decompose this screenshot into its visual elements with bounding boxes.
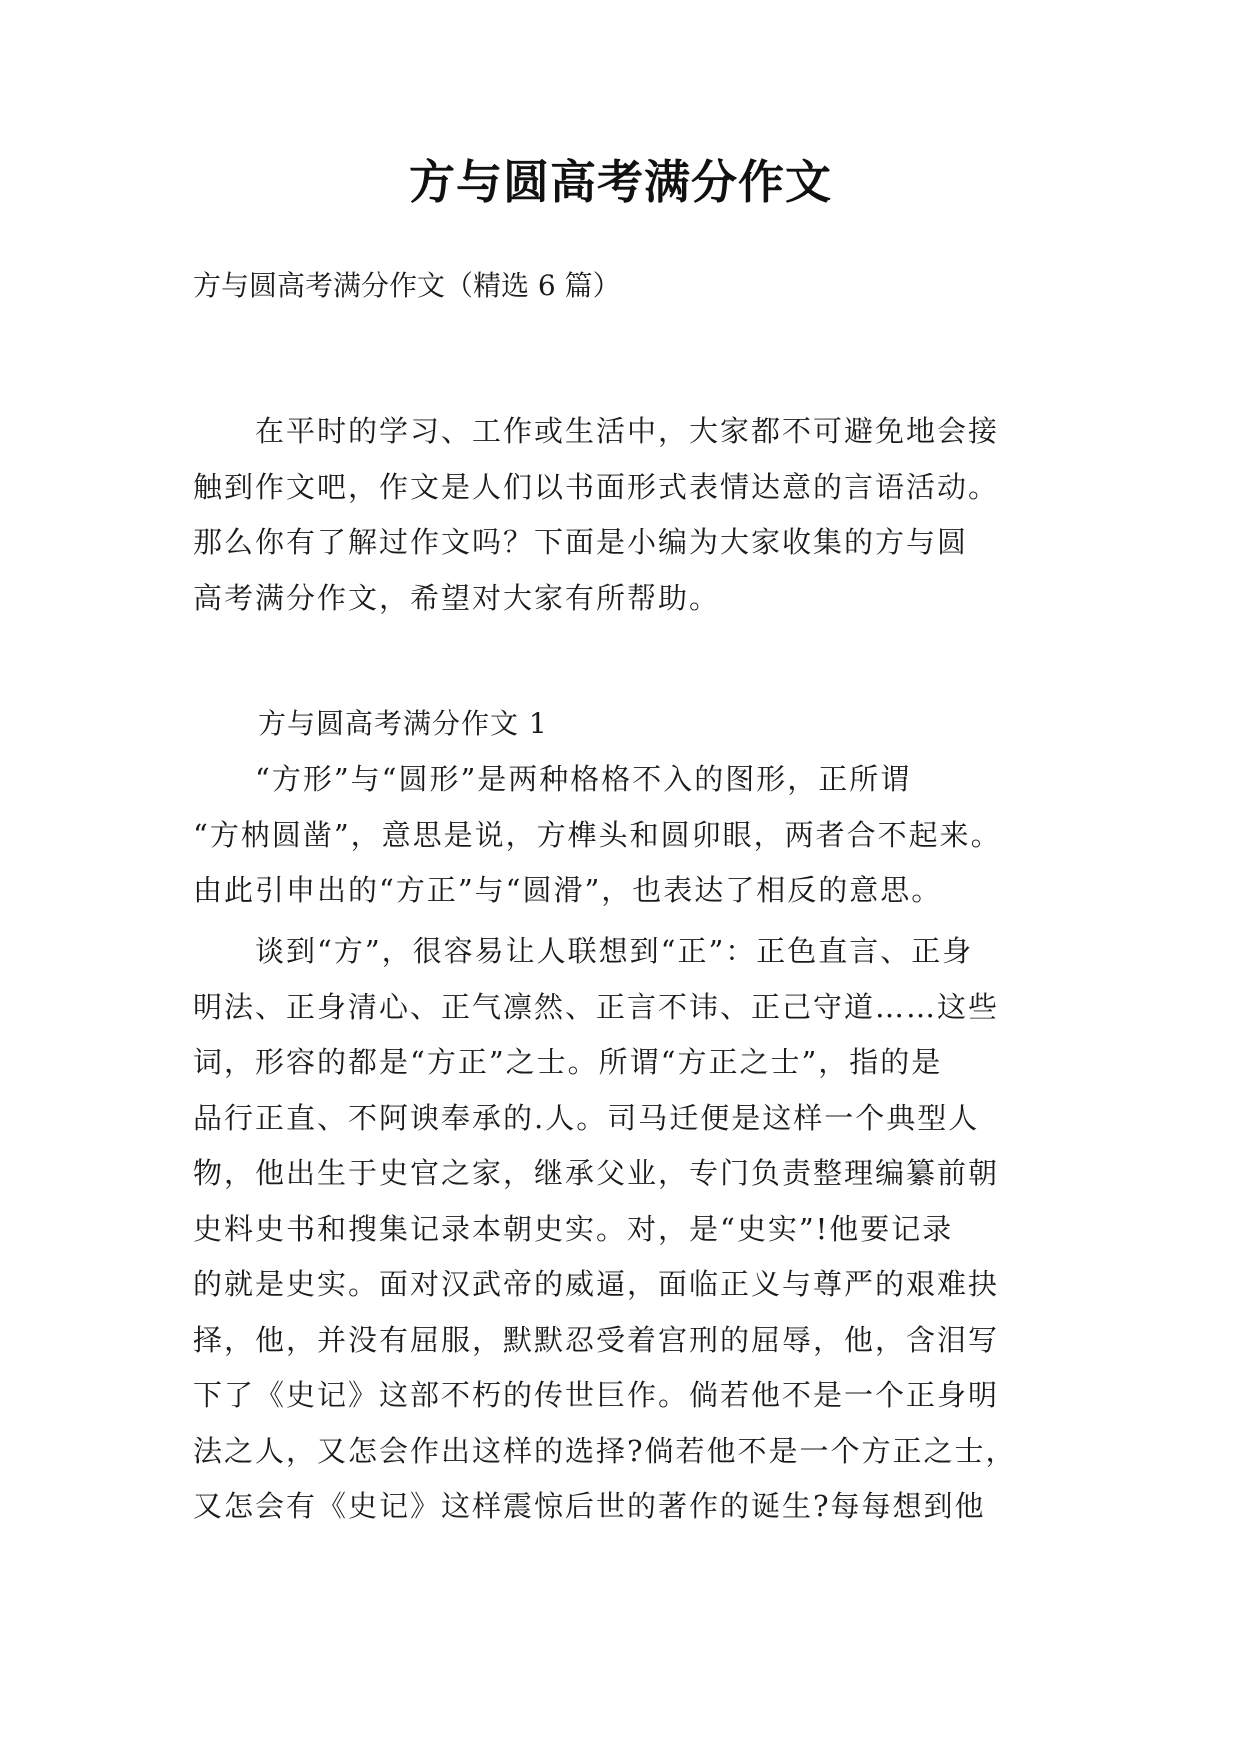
intro-paragraph	[193, 404, 1073, 626]
text-line: 择，他，并没有屈服，默默忍受着宫刑的屈辱，他，含泪写	[193, 1322, 1000, 1357]
text-line: 由此引申出的“方正”与“圆滑”，也表达了相反的意思。	[193, 873, 943, 907]
page-title: 方与圆高考满分作文	[409, 155, 832, 209]
text-line: 那么你有了解过作文吗？下面是小编为大家收集的方与圆	[193, 525, 969, 559]
text-line: 明法、正身清心、正气凛然、正言不讳、正己守道……这些	[193, 989, 1000, 1024]
text-line: “方形”与“圆形”是两种格格不入的图形，正所谓	[193, 762, 912, 796]
document-subtitle: 方与圆高考满分作文（精选 6 篇）	[193, 269, 621, 302]
text-line: 法之人，又怎会作出这样的选择?倘若他不是一个方正之士，	[193, 1433, 1017, 1468]
section-heading: 方与圆高考满分作文 1	[258, 707, 548, 740]
text-line: 下了《史记》这部不朽的传世巨作。倘若他不是一个正身明	[193, 1378, 1000, 1412]
text-line: 在平时的学习、工作或生活中，大家都不可避免地会接	[193, 414, 1000, 448]
text-line: “方枘圆凿”，意思是说，方榫头和圆卯眼，两者合不起来。	[193, 817, 1002, 852]
text-line: 又怎会有《史记》这样震惊后世的著作的诞生?每每想到他	[193, 1489, 986, 1523]
text-line: 谈到“方”，很容易让人联想到“正”：正色直言、正身	[193, 934, 974, 968]
paragraph-2	[193, 924, 1073, 1535]
text-line: 的就是史实。面对汉武帝的威逼，面临正义与尊严的艰难抉	[193, 1267, 1000, 1301]
text-line: 词，形容的都是“方正”之士。所谓“方正之士”，指的是	[193, 1045, 943, 1079]
paragraph-1	[193, 752, 1073, 919]
text-line: 触到作文吧，作文是人们以书面形式表情达意的言语活动。	[193, 469, 1000, 504]
text-line: 物，他出生于史官之家，继承父业，专门负责整理编纂前朝	[193, 1156, 1000, 1190]
text-line: 高考满分作文，希望对大家有所帮助。	[193, 580, 721, 615]
text-line: 品行正直、不阿谀奉承的.人。司马迁便是这样一个典型人	[193, 1100, 980, 1135]
text-line: 史料史书和搜集记录本朝史实。对，是“史实”!他要记录	[193, 1211, 954, 1246]
